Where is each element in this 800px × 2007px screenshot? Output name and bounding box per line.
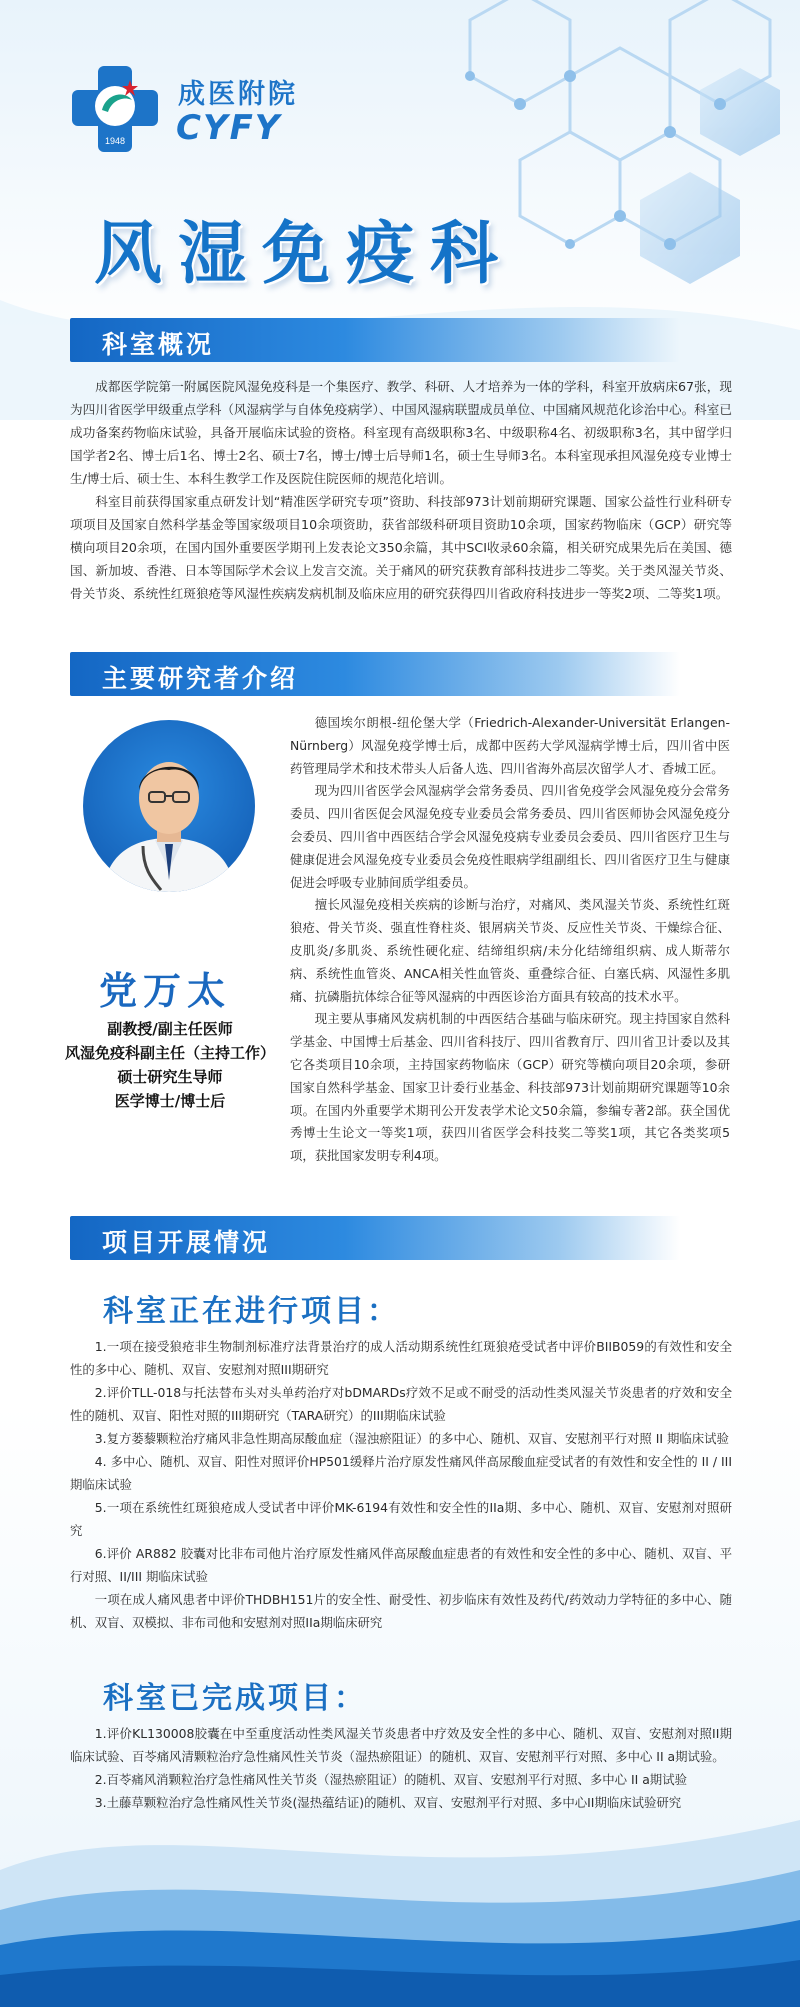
list-item: 4. 多中心、随机、双盲、阳性对照评价HP501缓释片治疗原发性痛风伴高尿酸血症受试者的有效性和安全性的 II / III期临床试验 [70, 1454, 732, 1492]
list-item: 6.评价 AR882 胶囊对比非布司他片治疗原发性痛风伴高尿酸血症患者的有效性和安全性的多中心、随机、双盲、平行对照、II/III 期临床试验 [70, 1546, 732, 1584]
researcher-bio [290, 712, 730, 1168]
list-item: 2.评价TLL-018与托法替布头对头单药治疗对bDMARDs疗效不足或不耐受的活动性类风湿关节炎患者的疗效和安全性的随机、双盲、阳性对照的III期研究（TARA研究）的III期临床试验 [70, 1385, 732, 1423]
list-item: 一项在成人痛风患者中评价THDBH151片的安全性、耐受性、初步临床有效性及药代/药效动力学特征的多中心、随机、双盲、双模拟、非布司他和安慰剂对照IIa期临床研究 [70, 1592, 732, 1630]
researcher-role: 风湿免疫科副主任（主持工作） [64, 1044, 275, 1062]
logo-chinese-name: 成医附院 [178, 79, 298, 110]
researcher-role: 医学博士/博士后 [114, 1092, 226, 1110]
researcher-role: 副教授/副主任医师 [107, 1020, 233, 1038]
completed-list [70, 1722, 732, 1814]
hospital-logo-icon [72, 66, 158, 152]
list-item: 5.一项在系统性红斑狼疮成人受试者中评价MK-6194有效性和安全性的IIa期、多中心、随机、双盲、安慰剂对照研究 [70, 1500, 732, 1538]
section-title-overview: 科室概况 [102, 330, 215, 359]
list-item: 2.百苓痛风消颗粒治疗急性痛风性关节炎（湿热瘀阻证）的随机、双盲、安慰剂平行对照、多中心 II a期试验 [94, 1772, 687, 1787]
section-title-researcher: 主要研究者介绍 [102, 664, 299, 693]
list-item: 1.评价KL130008胶囊在中至重度活动性类风湿关节炎患者中疗效及安全性的多中心、随机、双盲、安慰剂对照II期临床试验、百苓痛风清颗粒治疗急性痛风性关节炎（湿热瘀阻证）的随机、双盲、安慰剂平行对照、多中心 II a期试验。 [70, 1726, 732, 1764]
overview-paragraph: 成都医学院第一附属医院风湿免疫科是一个集医疗、教学、科研、人才培养为一体的学科，科室开放病床67张，现为四川省医学甲级重点学科（风湿病学与自体免疫病学）、中国风湿病联盟成员单位、中国痛风规范化诊治中心。科室已成功备案药物临床试验，具备开展临床试验的资格。科室现有高级职称3名、中级职称4名、初级职称3名，其中留学归国学者2名、博士后1名、博士2名、硕士7名，博士/博士后导师1名，硕士生导师3名。本科室现承担风湿免疫专业博士生/博士后、硕士生、本科生教学工作及医院住院医师的规范化培训。 [70, 379, 732, 486]
section-banner-researcher [70, 652, 680, 696]
list-item: 1.一项在接受狼疮非生物制剂标准疗法背景治疗的成人活动期系统性红斑狼疮受试者中评价BIIB059的有效性和安全性的多中心、随机、双盲、安慰剂对照III期研究 [70, 1339, 732, 1377]
doctor-portrait [83, 720, 255, 892]
page-title: 风湿免疫科 [94, 215, 515, 294]
ongoing-list [70, 1335, 732, 1634]
overview-paragraph: 科室目前获得国家重点研发计划“精准医学研究专项”资助、科技部973计划前期研究课题、国家公益性行业科研专项项目及国家自然科学基金等国家级项目10余项资助，获省部级科研项目资助10余项，国家药物临床（GCP）研究等横向项目20余项，在国内国外重要医学期刊上发表论文350余篇，其中SCI收录60余篇，相关研究成果先后在美国、德国、新加坡、香港、日本等国际学术会议上发言交流。关于痛风的研究获教育部科技进步二等奖。关于类风湿关节炎、骨关节炎、系统性红斑狼疮等风湿性疾病发病机制及临床应用的研究获得四川省政府科技进步一等奖2项、二等奖1项。 [70, 494, 732, 601]
researcher-name: 党万太 [98, 969, 231, 1013]
ongoing-heading: 科室正在进行项目： [103, 1294, 400, 1329]
section-banner-overview [70, 318, 680, 362]
list-item: 3.复方蒌藜颗粒治疗痛风非急性期高尿酸血症（湿浊瘀阻证）的多中心、随机、双盲、安慰剂平行对照 II 期临床试验 [94, 1431, 729, 1446]
section-title-projects: 项目开展情况 [102, 1228, 271, 1257]
bio-paragraph: 现主要从事痛风发病机制的中西医结合基础与临床研究。现主持国家自然科学基金、中国博士后基金、四川省科技厅、四川省教育厅、四川省卫计委以及其它各类项目10余项，主持国家药物临床（GCP）研究等横向项目20余项，参研国家自然科学基金、国家卫计委行业基金、科技部973计划前期研究课题等10余项。在国内外重要学术期刊公开发表学术论文50余篇，参编专著2部。获全国优秀博士生论文一等奖1项，获四川省医学会科技奖二等奖1项，其它各类奖项5项，获批国家发明专利4项。 [290, 1011, 730, 1164]
svg-text:1948: 1948 [104, 136, 126, 146]
bio-paragraph: 擅长风湿免疫相关疾病的诊断与治疗，对痛风、类风湿关节炎、系统性红斑狼疮、骨关节炎、强直性脊柱炎、银屑病关节炎、反应性关节炎、干燥综合征、皮肌炎/多肌炎、系统性硬化症、结缔组织病/未分化结缔组织病、成人斯蒂尔病、系统性血管炎、ANCA相关性血管炎、重叠综合征、白塞氏病、风湿性多肌痛、抗磷脂抗体综合征等风湿病的中西医诊治方面具有较高的技术水平。 [290, 897, 730, 1004]
list-item: 3.土藤草颗粒治疗急性痛风性关节炎(湿热蕴结证)的随机、双盲、安慰剂平行对照、多中心II期临床试验研究 [94, 1795, 682, 1810]
section-banner-projects [70, 1216, 680, 1260]
bio-paragraph: 德国埃尔朗根-纽伦堡大学（Friedrich-Alexander-Universität Erlangen-Nürnberg）风湿免疫学博士后，成都中医药大学风湿病学博士后，四川省中医药管理局学术和技术带头人后备人选、四川省海外高层次留学人才、香城工匠。 [290, 715, 730, 776]
overview-text [70, 375, 732, 605]
completed-heading: 科室已完成项目： [103, 1681, 367, 1716]
bio-paragraph: 现为四川省医学会风湿病学会常务委员、四川省免疫学会风湿免疫分会常务委员、四川省医促会风湿免疫专业委员会常务委员、四川省医师协会风湿免疫分会委员、四川省中西医结合学会风湿免疫病专业委员会委员、四川省医疗卫生与健康促进会风湿免疫专业委员会免疫性眼病学组副组长、四川省医疗卫生与健康促进会呼吸专业肺间质学组委员。 [290, 783, 730, 890]
logo-english-name: CYFY [176, 108, 282, 148]
researcher-role: 硕士研究生导师 [117, 1068, 223, 1086]
